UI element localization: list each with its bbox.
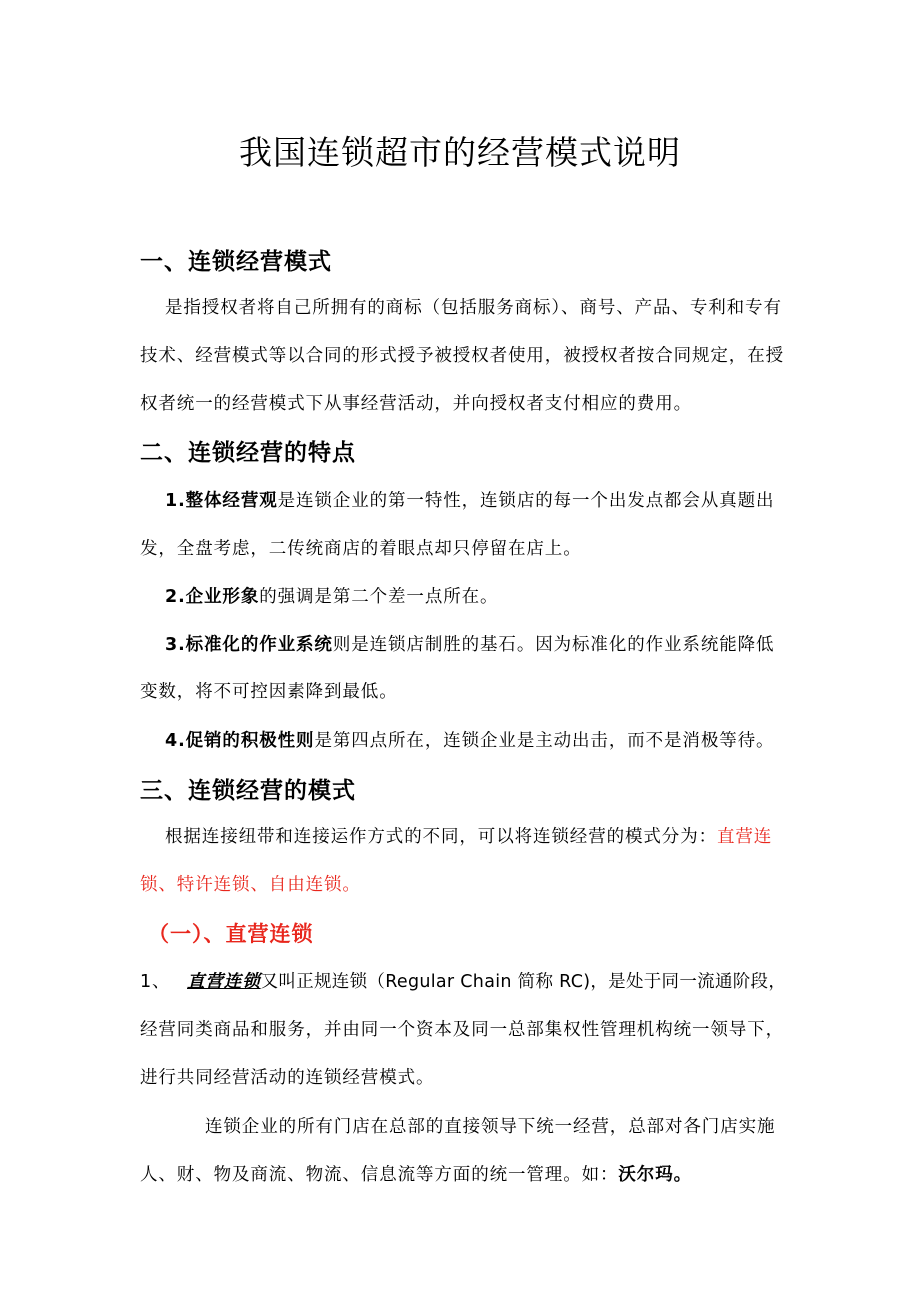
intro-highlight-line: 锁、特许连锁、自由连锁。 <box>140 875 361 895</box>
feature-1-title: 1.整体经营观 <box>165 491 278 511</box>
item-1 <box>140 969 786 995</box>
paragraph-line: 技术、经营模式等以合同的形式授予被授权者使用，被授权者按合同规定，在授 <box>140 346 784 366</box>
paragraph-line: 进行共同经营活动的连锁经营模式。 <box>140 1068 435 1088</box>
intro-line <box>165 824 772 850</box>
feature-1-text: 是连锁企业的第一特性，连锁店的每一个出发点都会从真题出 <box>277 491 775 511</box>
paragraph-line: 连锁企业的所有门店在总部的直接领导下统一经营，总部对各门店实施 <box>205 1117 776 1137</box>
feature-4 <box>165 728 774 754</box>
item-number: 1、 <box>140 972 171 992</box>
paragraph-line: 发，全盘考虑，二传统商店的着眼点却只停留在店上。 <box>140 539 582 559</box>
feature-4-title: 4.促销的积极性则 <box>165 731 315 751</box>
paragraph-line: 权者统一的经营模式下从事经营活动，并向授权者支付相应的费用。 <box>140 394 692 414</box>
paragraph-line: 变数，将不可控因素降到最低。 <box>140 682 398 702</box>
paragraph-line: 是指授权者将自己所拥有的商标（包括服务商标）、商号、产品、专利和专有 <box>165 298 782 318</box>
feature-3-text: 则是连锁店制胜的基石。因为标准化的作业系统能降低 <box>332 635 775 655</box>
section-heading-3: 三、连锁经营的模式 <box>140 778 356 804</box>
example-company: 沃尔玛。 <box>618 1165 693 1185</box>
section-heading-1: 一、连锁经营模式 <box>140 249 332 275</box>
feature-2-text: 的强调是第二个差一点所在。 <box>259 587 499 607</box>
intro-highlight: 直营连 <box>717 827 773 847</box>
feature-2 <box>165 584 498 610</box>
feature-4-text: 是第四点所在，连锁企业是主动出击，而不是消极等待。 <box>314 731 775 751</box>
item-term: 直营连锁 <box>187 972 261 992</box>
document-title: 我国连锁超市的经营模式说明 <box>239 133 681 172</box>
section-heading-2: 二、连锁经营的特点 <box>140 440 356 466</box>
item-text: 又叫正规连锁（Regular Chain 简称 RC)，是处于同一流通阶段， <box>260 972 787 992</box>
feature-3-title: 3.标准化的作业系统 <box>165 635 333 655</box>
feature-1 <box>165 488 774 514</box>
feature-2-title: 2.企业形象 <box>165 587 260 607</box>
paragraph-line: 经营同类商品和服务，并由同一个资本及同一总部集权性管理机构统一领导下， <box>140 1020 784 1040</box>
feature-3 <box>165 632 774 658</box>
intro-text: 根据连接纽带和连接运作方式的不同，可以将连锁经营的模式分为： <box>165 827 717 847</box>
paragraph-line <box>140 1162 692 1188</box>
subsection-heading: （一）、直营连锁 <box>148 922 314 946</box>
paragraph-text: 人、财、物及商流、物流、信息流等方面的统一管理。如： <box>140 1165 619 1185</box>
